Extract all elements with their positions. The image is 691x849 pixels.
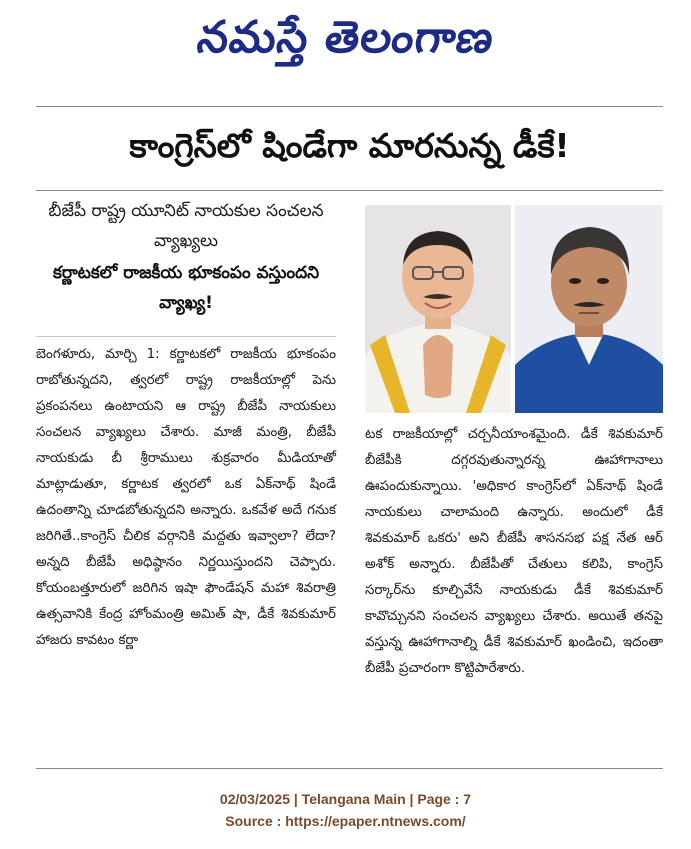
portrait-illustration-right bbox=[515, 205, 663, 413]
source-footer bbox=[0, 788, 691, 832]
article-body-right-column: టక రాజకీయాల్లో చర్చనీయాంశమైంది. డీకే శివకుమార్ బీజేపీకి దగ్గరవుతున్నారన్న ఊహాగానాలు ఊపందుకున్నాయి. 'అధికార కాంగ్రెస్‌లో ఏక్‌నాథ్ షిండే నాయకులు చాలామంది ఉన్నారు. అందులో డీకే శివకుమార్ ఒకరు' అని బీజేపీ శాసనసభ పక్ష నేత ఆర్ అశోక్ అన్నారు. బీజేపీతో చేతులు కలిపి, కాంగ్రెస్ సర్కార్‌ను కూల్చివేసే నాయకుడు డీకే శివకుమార్ కావొచ్చునని సంచలన వ్యాఖ్యలు చేశారు. అయితే తనపై వస్తున్న ఊహాగానాల్ని డీకే శివకుమార్ ఖండించి, ఇదంతా బీజేపీ ప్రచారంగా కొట్టిపారేశారు. bbox=[365, 427, 663, 676]
portrait-illustration-left bbox=[365, 205, 511, 413]
source-url: Source : https://epaper.ntnews.com/ bbox=[225, 813, 466, 829]
edition-info: 02/03/2025 | Telangana Main | Page : 7 bbox=[219, 791, 472, 807]
sub-headline-block bbox=[36, 196, 336, 318]
masthead-title: నమస్తే తెలంగాణ bbox=[194, 12, 498, 63]
subdeck-divider bbox=[36, 336, 336, 337]
photo-dk-shivakumar bbox=[515, 205, 663, 413]
sub-headline-1: బీజేపీ రాష్ట్ర యూనిట్ నాయకుల సంచలన వ్యాఖ్యలు bbox=[48, 201, 324, 251]
top-divider bbox=[36, 106, 663, 107]
masthead bbox=[0, 8, 691, 78]
bottom-divider bbox=[36, 768, 663, 769]
article-body-left-column: బెంగళూరు, మార్చి 1: కర్ణాటకలో రాజకీయ భూకంపం రాబోతున్నదని, త్వరలో రాష్ట్ర రాజకీయాల్లో పెను ప్రకంపనలు ఉంటాయని ఆ రాష్ట్ర బీజేపీ నాయకులు సంచలన వ్యాఖ్యలు చేశారు. మాజీ మంత్రి, బీజేపీ నాయకుడు బీ శ్రీరాములు శుక్రవారం మీడియాతో మాట్లాడుతూ, కర్ణాటక త్వరలో ఒక ఏక్‌నాథ్ షిండే ఉదంతాన్ని చూడబోతున్నదని అన్నారు. ఒకవేళ అదే గనుక జరిగితే..కాంగ్రెస్ చీలిక వర్గానికి మద్దతు ఇవ్వాలా? లేదా? అన్నది బీజేపీ అధిష్ఠానం నిర్ణయిస్తుందని చెప్పారు. కోయంబత్తూరులో జరిగిన ఇషా ఫౌండేషన్ మహా శివరాత్రి ఉత్సవానికి కేంద్ర హోంమంత్రి అమిత్ షా, డీకే శివకుమార్ హాజరు కావటం కర్ణా bbox=[36, 347, 336, 648]
headline-divider bbox=[36, 190, 663, 191]
photo-amit-shah bbox=[365, 205, 511, 413]
sub-headline-2: కర్ణాటకలో రాజకీయ భూకంపం వస్తుందని వ్యాఖ్య! bbox=[52, 263, 320, 313]
article-headline: కాంగ్రెస్‌లో షిండేగా మారనున్న డీకే! bbox=[129, 126, 570, 165]
